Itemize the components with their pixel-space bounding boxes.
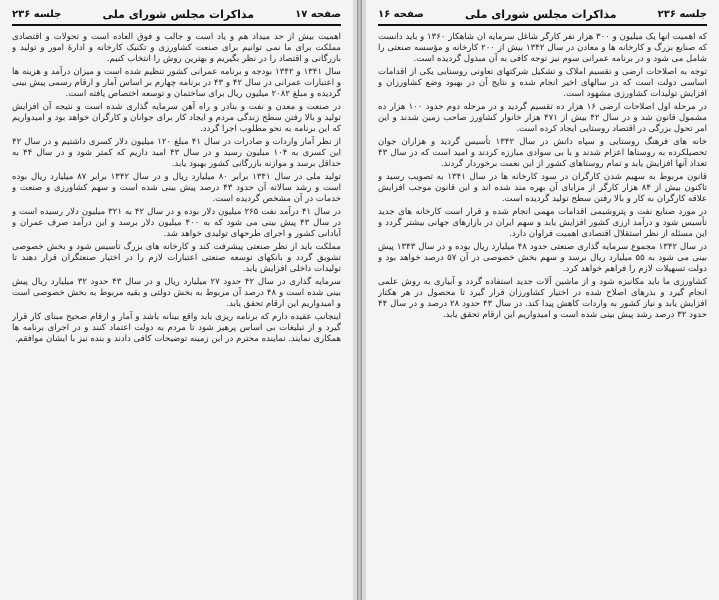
right-page (366, 0, 719, 600)
paragraph: سرمایه گذاری در سال ۴۲ حدود ۲۷ میلیارد ریال و در سال ۴۳ حدود ۳۲ میلیارد ریال پیش بینی شده است و ۴۸ درصد آن مربوط به بخش دولتی و بقیه مربوط به بخش خصوصی است و امیدواریم این ارقام تحقق یابد. (12, 277, 342, 309)
book-gutter (357, 0, 362, 600)
paragraph: که اهمیت آنها یک میلیون و ۳۰۰ هزار نفر کارگر شاغل سرمایه آن شاهکار ۱۳۶۰ و باید دانست که صنایع بزرگ و کارخانه ها و معادن در سال ۱۳۴۲ بیش از ۲۰۰ کارخانه و مؤسسه صنعتی را شامل می شود و در برنامه عمرانی سوم نیز توجه کافی به آن مبذول گردیده است. (377, 32, 707, 64)
paragraph: توجه به اصلاحات ارضی و تقسیم املاک و تشکیل شرکتهای تعاونی روستایی یکی از اقدامات اساسی دولت است که در سالهای اخیر انجام شده و نتایج آن در بهبود وضع کشاورزان و افزایش تولیدات کشاورزی مشهود است. (377, 67, 707, 99)
paragraph: در سال ۴۱ درآمد نفت ۲۶۵ میلیون دلار بوده و در سال ۴۲ به ۳۲۱ میلیون دلار رسیده است و در سال ۴۳ پیش بینی می شود که به ۴۰۰ میلیون دلار برسد و این درآمد صرف عمران و آبادانی کشور و اجرای طرحهای تولیدی خواهد شد. (12, 207, 342, 239)
left-page-header (12, 8, 341, 26)
left-page (0, 0, 353, 600)
left-page-body (12, 32, 341, 587)
right-page-title: مذاکرات مجلس شورای ملی (464, 8, 617, 21)
paragraph: مملکت باید از نظر صنعتی پیشرفت کند و کارخانه های بزرگ تأسیس شود و بخش خصوصی تشویق گردد و بانکهای توسعه صنعتی اعتبارات لازم را در اختیار صنعتگران قرار دهند تا تولیدات داخلی افزایش یابد. (12, 242, 342, 274)
left-page-number: صفحه ۱۷ (295, 9, 342, 20)
left-session-number: جلسه ۲۳۶ (12, 9, 62, 20)
paragraph: در مرحله اول اصلاحات ارضی ۱۶ هزار ده تقسیم گردید و در مرحله دوم حدود ۱۰۰ هزار ده مشمول قانون شد و در سال ۴۲ بیش از ۴۷۱ هزار خانوار کشاورز صاحب زمین شدند و این امر تحول بزرگی در اقتصاد روستایی ایجاد کرده است. (377, 102, 707, 134)
paragraph: اینجانب عقیده دارم که برنامه ریزی باید واقع بینانه باشد و آمار و ارقام صحیح مبنای کار قرار گیرد و از تبلیغات بی اساس پرهیز شود تا مردم به دولت اعتماد کنند و در اجرای برنامه ها همکاری نمایند. نماینده محترم در این زمینه توضیحات کافی دادند و بنده نیز با ایشان موافقم. (12, 312, 342, 344)
paragraph: کشاورزی ما باید مکانیزه شود و از ماشین آلات جدید استفاده گردد و آبیاری به روش علمی انجام گیرد و بذرهای اصلاح شده در اختیار کشاورزان قرار گیرد تا محصول در هر هکتار افزایش یابد و نیاز کشور به واردات کاهش پیدا کند. در سال ۴۳ حدود ۲۸ درصد و در سال ۴۴ حدود ۳۲ درصد رشد پیش بینی شده است و امیدواریم این ارقام تحقق یابد. (377, 277, 707, 320)
paragraph: سال ۱۳۴۱ و ۱۳۴۲ بودجه و برنامه عمرانی کشور تنظیم شده است و میزان درآمد و هزینه ها و اعتبارات عمرانی در سال ۴۲ و ۴۳ در برنامه چهارم بر اساس آمار و ارقام رسمی پیش بینی گردیده و مبلغ ۲۰۸۲ میلیون ریال برای ساختمان و توسعه اختصاص یافته است. (12, 67, 342, 99)
paragraph: اهمیت بیش از حد میداد هم و یاد است و جالب و فوق العاده است و تحولات و اقتصادی مملکت برای ما نمی توانیم برای صنعت کشاورزی و تکنیک کارخانه و ادارهٔ امور و تولید و بازرگانی و اقتصاد را در نظر بگیریم و بهترین روش را انتخاب کنیم. (12, 32, 342, 64)
paragraph: خانه های فرهنگ روستایی و سپاه دانش در سال ۱۳۴۲ تأسیس گردید و هزاران جوان تحصیلکرده به روستاها اعزام شدند و با بی سوادی مبارزه کردند و امید است که در سال ۴۳ تعداد آنها افزایش یابد و تمام روستاهای کشور از این نعمت برخوردار گردند. (377, 137, 707, 169)
paragraph: قانون مربوط به سهیم شدن کارگران در سود کارخانه ها در سال ۱۳۴۱ به تصویب رسید و تاکنون بیش از ۸۴ هزار کارگر از مزایای آن بهره مند شده اند و این قانون موجب افزایش علاقه کارگران به کار و بالا رفتن سطح تولید گردیده است. (377, 172, 707, 204)
paragraph: از نظر آمار واردات و صادرات در سال ۴۱ مبلغ ۱۲۰ میلیون دلار کسری داشتیم و در سال ۴۲ این کسری به ۱۰۴ میلیون رسید و در سال ۴۳ امید داریم که کمتر شود و در سال ۴۴ به حداقل برسد و موازنه بازرگانی کشور بهبود یابد. (12, 137, 342, 169)
paragraph: در سال ۱۳۴۲ مجموع سرمایه گذاری صنعتی حدود ۴۸ میلیارد ریال بوده و در سال ۱۳۴۳ پیش بینی می شود به ۵۵ میلیارد ریال برسد و سهم بخش خصوصی در آن ۵۷ درصد خواهد بود و دولت تسهیلات لازم را فراهم خواهد کرد. (377, 242, 707, 274)
paragraph: در صنعت و معدن و نفت و بنادر و راه آهن سرمایه گذاری شده است و نتیجه آن افزایش تولید و بالا رفتن سطح زندگی مردم و ایجاد کار برای جوانان و کارگران خواهد بود و امیدواریم که این برنامه به نحو مطلوب اجرا گردد. (12, 102, 342, 134)
right-page-header (378, 8, 707, 26)
paragraph: در مورد صنایع نفت و پتروشیمی اقدامات مهمی انجام شده و قرار است کارخانه های جدید تأسیس شود و درآمد ارزی کشور افزایش یابد و سهم ایران در بازارهای جهانی بیشتر گردد و این مسئله از نظر استقلال اقتصادی اهمیت فراوان دارد. (377, 207, 707, 239)
right-session-number: جلسه ۲۳۶ (657, 9, 707, 20)
left-page-title: مذاکرات مجلس شورای ملی (102, 8, 255, 21)
right-page-body (378, 32, 707, 587)
right-page-number: صفحه ۱۶ (377, 9, 424, 20)
paragraph: تولید ملی در سال ۱۳۴۱ برابر ۸۰ میلیارد ریال و در سال ۱۳۴۲ برابر ۸۷ میلیارد ریال بوده است و رشد سالانه آن حدود ۴۳ درصد پیش بینی شده است و سهم کشاورزی و صنعت و خدمات در آن مشخص گردیده است. (12, 172, 342, 204)
